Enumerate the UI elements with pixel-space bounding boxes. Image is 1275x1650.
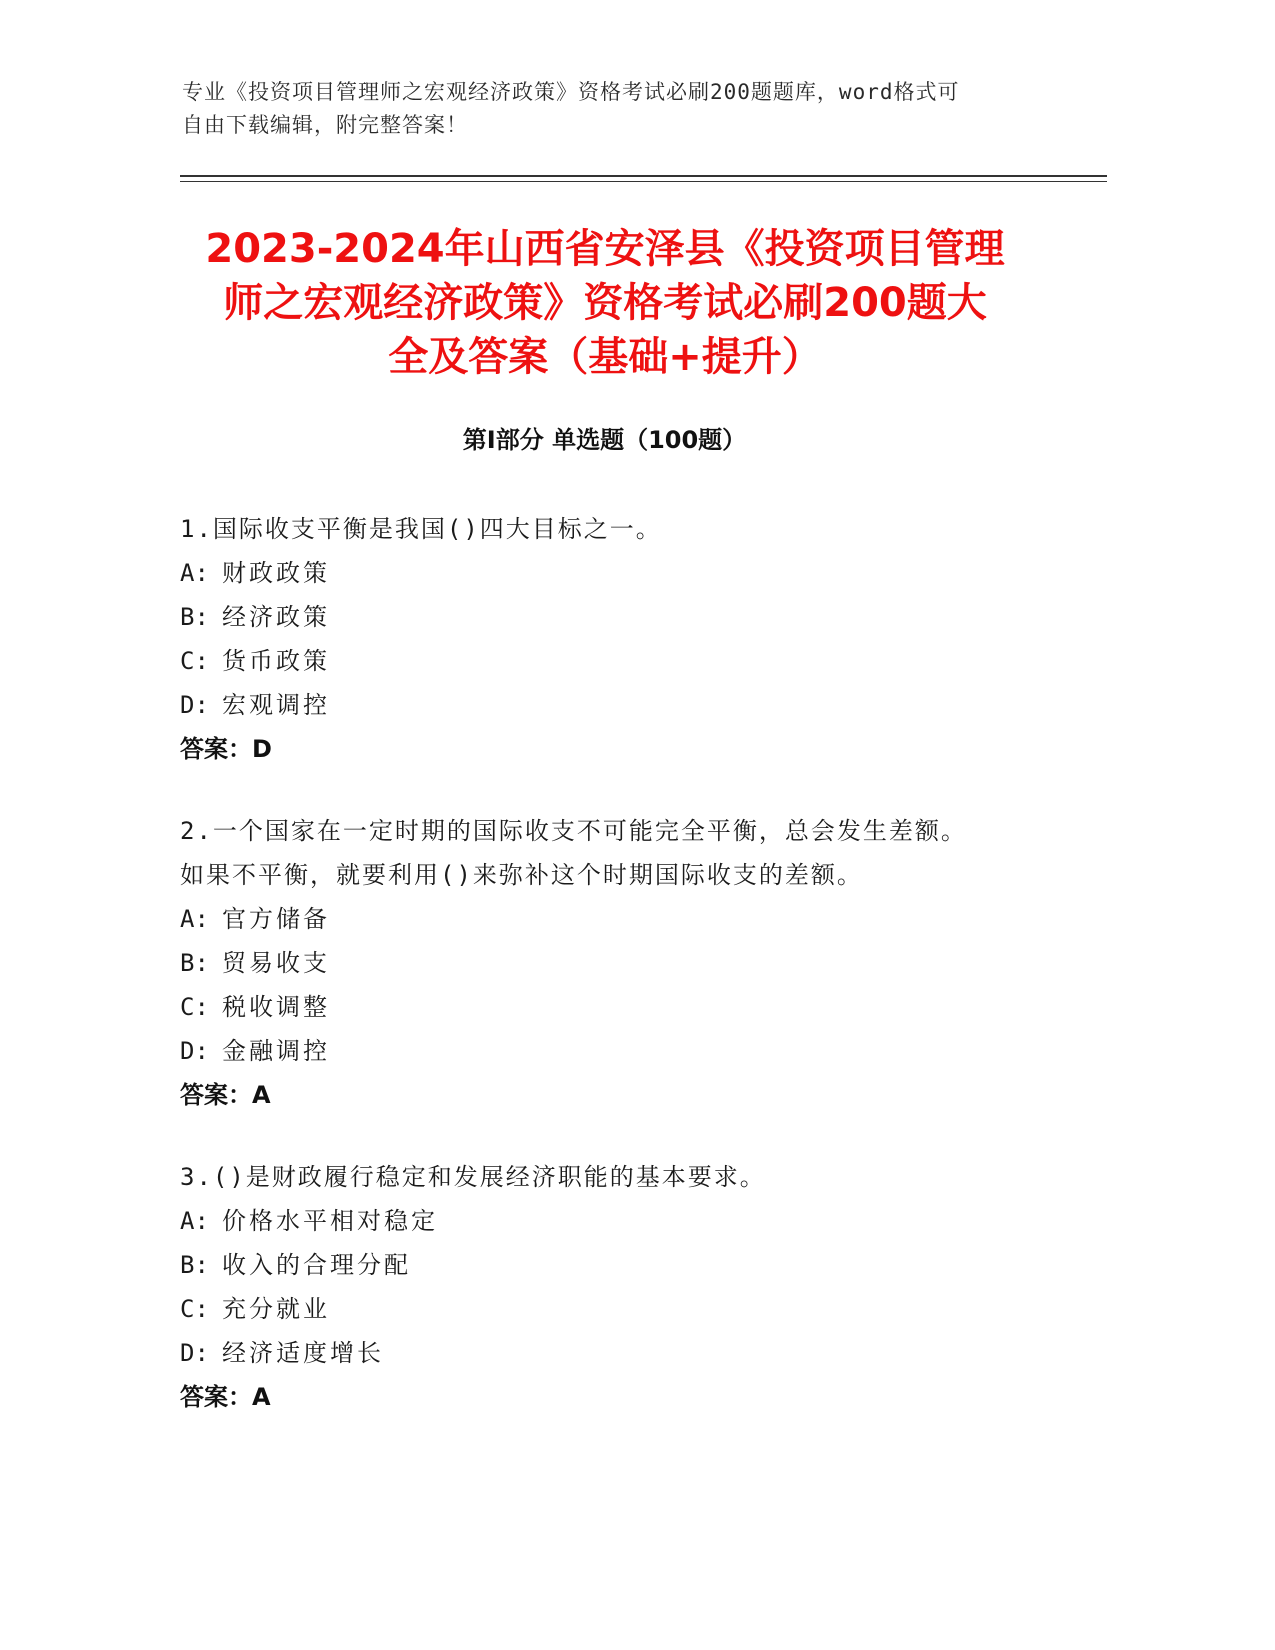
title-line-3: 全及答案（基础+提升） (388, 334, 822, 380)
question-3 (180, 1155, 1040, 1419)
header-rule-thin (180, 181, 1107, 182)
option-letter: A: (180, 559, 209, 587)
section-heading: 第I部分 单选题（100题） (462, 426, 747, 454)
option-a (180, 897, 1040, 941)
option-letter: C: (180, 1295, 209, 1323)
question-stem-line-1: 2.一个国家在一定时期的国际收支不可能完全平衡，总会发生差额。 (180, 817, 967, 845)
option-letter: A: (180, 905, 209, 933)
option-letter: D: (180, 1037, 209, 1065)
option-c (180, 985, 1040, 1029)
option-a (180, 1199, 1040, 1243)
option-d (180, 683, 1040, 727)
question-list (180, 507, 1040, 1457)
document-title (180, 222, 1030, 384)
intro-text (182, 76, 1042, 142)
intro-line-2: 自由下载编辑，附完整答案！ (182, 113, 468, 137)
option-text: 经济适度增长 (222, 1339, 384, 1367)
option-letter: B: (180, 603, 209, 631)
question-stem: 1.国际收支平衡是我国()四大目标之一。 (180, 515, 662, 543)
option-letter: B: (180, 949, 209, 977)
answer-line: 答案：A (180, 1081, 271, 1109)
header-rule-thick (180, 175, 1107, 177)
option-letter: D: (180, 1339, 209, 1367)
option-text: 贸易收支 (222, 949, 330, 977)
option-text: 税收调整 (222, 993, 330, 1021)
option-text: 金融调控 (222, 1037, 330, 1065)
option-text: 收入的合理分配 (222, 1251, 411, 1279)
option-text: 官方储备 (222, 905, 330, 933)
option-letter: A: (180, 1207, 209, 1235)
option-text: 货币政策 (222, 647, 330, 675)
option-letter: C: (180, 993, 209, 1021)
intro-line-1: 专业《投资项目管理师之宏观经济政策》资格考试必刷200题题库，word格式可 (182, 80, 960, 104)
option-b (180, 1243, 1040, 1287)
option-text: 经济政策 (222, 603, 330, 631)
option-b (180, 941, 1040, 985)
option-text: 充分就业 (222, 1295, 330, 1323)
option-d (180, 1029, 1040, 1073)
option-a (180, 551, 1040, 595)
question-stem: 3.()是财政履行稳定和发展经济职能的基本要求。 (180, 1163, 766, 1191)
option-letter: D: (180, 691, 209, 719)
question-1 (180, 507, 1040, 771)
title-line-1: 2023-2024年山西省安泽县《投资项目管理 (205, 226, 1005, 272)
option-b (180, 595, 1040, 639)
question-stem-line-2: 如果不平衡，就要利用()来弥补这个时期国际收支的差额。 (180, 861, 863, 889)
option-text: 财政政策 (222, 559, 330, 587)
option-text: 宏观调控 (222, 691, 330, 719)
question-2 (180, 809, 1040, 1117)
option-d (180, 1331, 1040, 1375)
option-c (180, 1287, 1040, 1331)
option-text: 价格水平相对稳定 (222, 1207, 438, 1235)
option-letter: C: (180, 647, 209, 675)
answer-line: 答案：D (180, 735, 272, 763)
option-c (180, 639, 1040, 683)
answer-line: 答案：A (180, 1383, 271, 1411)
title-line-2: 师之宏观经济政策》资格考试必刷200题大 (223, 280, 987, 326)
option-letter: B: (180, 1251, 209, 1279)
